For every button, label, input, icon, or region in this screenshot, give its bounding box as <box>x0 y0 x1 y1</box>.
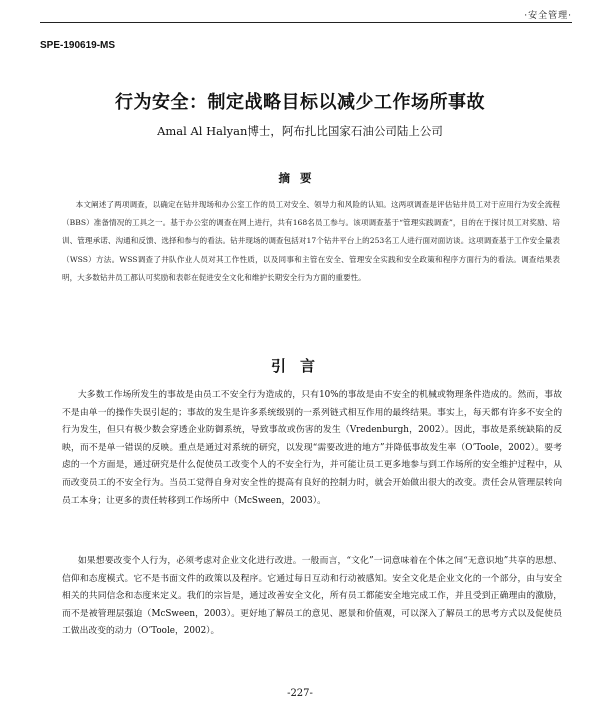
header-divider <box>40 22 572 23</box>
abstract-text: 本文阐述了两项调查，以确定在钻井现场和办公室工作的员工对安全、领导力和风险的认知。这两项调查是评估钻井员工对于应用行为安全流程（BBS）准备情况的工具之一。基于办公室的调查在网上进行，共有168名员工参与。该项调查基于“管理实践调查”，目的在于探讨员工对奖励、培训、管理承诺、沟通和反馈、选择和参与的看法。钻井现场的调查包括对17个钻井平台上的253名工人进行面对面访谈。这项调查基于工作安全量表（WSS）方法。WSS调查了井队作业人员对其工作性质，以及同事和主管在安全、管理安全实践和安全政策和程序方面行为的看法。调查结果表明，大多数钻井员工都认可奖励和表彰在促进安全文化和维护长期安全行为方面的重要性。 <box>62 200 560 282</box>
paper-authors: Amal Al Halyan博士，阿布扎比国家石油公司陆上公司 <box>157 124 443 138</box>
paper-title: 行为安全：制定战略目标以减少工作场所事故 <box>115 92 485 113</box>
page-number: -227- <box>287 688 313 699</box>
paper-id: SPE-190619-MS <box>40 40 116 51</box>
introduction-paragraph-2: 如果想要改变个人行为，必须考虑对企业文化进行改进。一般而言，“文化”一词意味着在个体之间“无意识地”共享的思想、信仰和态度模式。它不是书面文件的政策以及程序。它通过每日互动和行动被感知。安全文化是企业文化的一个部分，由与安全相关的共同信念和态度来定义。我们的宗旨是，通过改善安全文化，所有员工都能安全地完成工作，并且受到正确理由的激励，而不是被管理层强迫（McSween，2003）。更好地了解员工的意见、愿景和价值观，可以深入了解员工的思考方式以及促使员工做出改变的动力（O’Toole，2002）。 <box>62 556 562 637</box>
introduction-paragraph-1: 大多数工作场所发生的事故是由员工不安全行为造成的，只有10%的事故是由不安全的机械或物理条件造成的。然而，事故不是由单一的操作失误引起的；事故的发生是许多系统级别的一系列链式相互作用的最终结果。事实上，每天都有许多不安全的行为发生，但只有极少数会穿透企业防御系统，导致事故或伤害的发生（Vredenburgh，2002）。因此，事故是系统缺陷的反映，而不是单一错误的反映。重点是通过对系统的研究，以发现“需要改进的地方”并降低事故发生率（O’Toole，2002）。要考虑的一个方面是，通过研究是什么促使员工改变个人的不安全行为，并可能让员工更多地参与到工作场所的安全维护过程中，从而改变员工的不安全行为。当员工觉得自身对安全性的提高有良好的控制力时，就会开始做出很大的改变。责任会从管理层转向员工本身；让更多的责任转移到工作场所中（McSween，2003）。 <box>62 390 562 506</box>
abstract-heading: 摘要 <box>278 171 322 185</box>
introduction-heading: 引言 <box>270 357 329 375</box>
journal-section-label: ·安全管理· <box>524 11 572 21</box>
